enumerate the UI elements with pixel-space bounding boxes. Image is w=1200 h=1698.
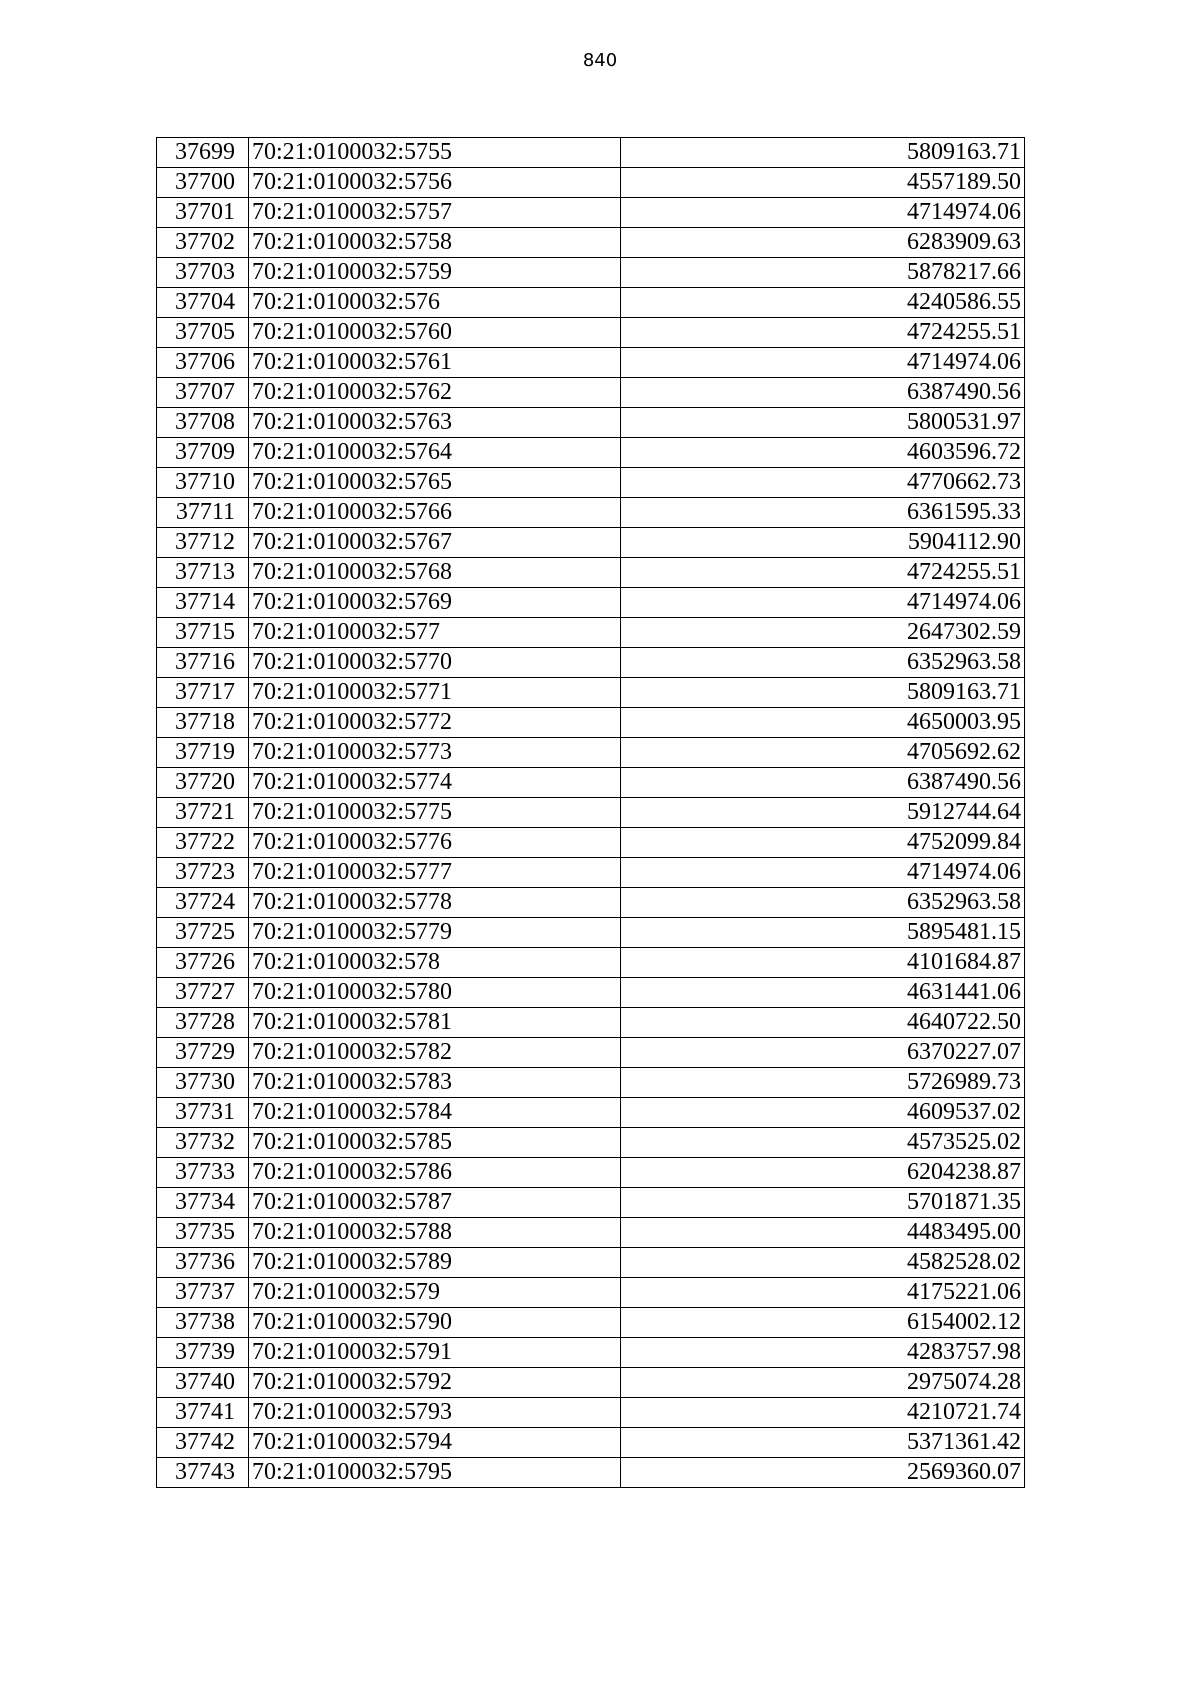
table-row (157, 858, 1025, 888)
table-row (157, 948, 1025, 978)
table-body (157, 138, 1025, 1488)
value-cell: 4101684.87 (621, 948, 1025, 978)
value-cell: 4770662.73 (621, 468, 1025, 498)
value-cell: 4283757.98 (621, 1338, 1025, 1368)
table-row (157, 1068, 1025, 1098)
cadastral-number-cell: 70:21:0100032:5762 (249, 378, 621, 408)
value-cell: 5878217.66 (621, 258, 1025, 288)
cadastral-number-cell: 70:21:0100032:578 (249, 948, 621, 978)
table-row (157, 318, 1025, 348)
value-cell: 6283909.63 (621, 228, 1025, 258)
cadastral-number-cell: 70:21:0100032:5773 (249, 738, 621, 768)
page-number: 840 (582, 50, 618, 71)
cadastral-number-cell: 70:21:0100032:576 (249, 288, 621, 318)
cadastral-number-cell: 70:21:0100032:5760 (249, 318, 621, 348)
table-row (157, 1308, 1025, 1338)
value-cell: 6387490.56 (621, 378, 1025, 408)
cadastral-number-cell: 70:21:0100032:5781 (249, 1008, 621, 1038)
value-cell: 5371361.42 (621, 1428, 1025, 1458)
row-number-cell: 37736 (157, 1248, 249, 1278)
cadastral-number-cell: 70:21:0100032:5788 (249, 1218, 621, 1248)
value-cell: 4714974.06 (621, 348, 1025, 378)
row-number-cell: 37738 (157, 1308, 249, 1338)
row-number-cell: 37741 (157, 1398, 249, 1428)
value-cell: 5904112.90 (621, 528, 1025, 558)
table-row (157, 198, 1025, 228)
cadastral-number-cell: 70:21:0100032:577 (249, 618, 621, 648)
table-row (157, 618, 1025, 648)
cadastral-number-cell: 70:21:0100032:5783 (249, 1068, 621, 1098)
table-row (157, 138, 1025, 168)
row-number-cell: 37743 (157, 1458, 249, 1488)
value-cell: 4714974.06 (621, 588, 1025, 618)
table-row (157, 1398, 1025, 1428)
row-number-cell: 37723 (157, 858, 249, 888)
table-row (157, 1218, 1025, 1248)
value-cell: 4573525.02 (621, 1128, 1025, 1158)
cadastral-number-cell: 70:21:0100032:5766 (249, 498, 621, 528)
row-number-cell: 37722 (157, 828, 249, 858)
value-cell: 5701871.35 (621, 1188, 1025, 1218)
value-cell: 4714974.06 (621, 858, 1025, 888)
value-cell: 5800531.97 (621, 408, 1025, 438)
table-row (157, 588, 1025, 618)
value-cell: 4752099.84 (621, 828, 1025, 858)
row-number-cell: 37720 (157, 768, 249, 798)
cadastral-number-cell: 70:21:0100032:5795 (249, 1458, 621, 1488)
cadastral-number-cell: 70:21:0100032:5784 (249, 1098, 621, 1128)
row-number-cell: 37703 (157, 258, 249, 288)
value-cell: 6370227.07 (621, 1038, 1025, 1068)
table-row (157, 648, 1025, 678)
row-number-cell: 37711 (157, 498, 249, 528)
value-cell: 4210721.74 (621, 1398, 1025, 1428)
row-number-cell: 37714 (157, 588, 249, 618)
cadastral-number-cell: 70:21:0100032:5775 (249, 798, 621, 828)
row-number-cell: 37699 (157, 138, 249, 168)
cadastral-number-cell: 70:21:0100032:5780 (249, 978, 621, 1008)
cadastral-number-cell: 70:21:0100032:579 (249, 1278, 621, 1308)
row-number-cell: 37733 (157, 1158, 249, 1188)
table-row (157, 1428, 1025, 1458)
cadastral-number-cell: 70:21:0100032:5758 (249, 228, 621, 258)
cadastral-number-cell: 70:21:0100032:5776 (249, 828, 621, 858)
row-number-cell: 37718 (157, 708, 249, 738)
row-number-cell: 37715 (157, 618, 249, 648)
cadastral-number-cell: 70:21:0100032:5769 (249, 588, 621, 618)
row-number-cell: 37732 (157, 1128, 249, 1158)
value-cell: 5895481.15 (621, 918, 1025, 948)
row-number-cell: 37730 (157, 1068, 249, 1098)
row-number-cell: 37710 (157, 468, 249, 498)
cadastral-number-cell: 70:21:0100032:5772 (249, 708, 621, 738)
value-cell: 6204238.87 (621, 1158, 1025, 1188)
row-number-cell: 37701 (157, 198, 249, 228)
row-number-cell: 37739 (157, 1338, 249, 1368)
value-cell: 6387490.56 (621, 768, 1025, 798)
value-cell: 4724255.51 (621, 318, 1025, 348)
row-number-cell: 37731 (157, 1098, 249, 1128)
value-cell: 5809163.71 (621, 138, 1025, 168)
table-row (157, 1278, 1025, 1308)
row-number-cell: 37702 (157, 228, 249, 258)
value-cell: 6154002.12 (621, 1308, 1025, 1338)
value-cell: 4650003.95 (621, 708, 1025, 738)
table-row (157, 228, 1025, 258)
row-number-cell: 37705 (157, 318, 249, 348)
row-number-cell: 37735 (157, 1218, 249, 1248)
value-cell: 5912744.64 (621, 798, 1025, 828)
cadastral-number-cell: 70:21:0100032:5770 (249, 648, 621, 678)
cadastral-number-cell: 70:21:0100032:5756 (249, 168, 621, 198)
table-row (157, 438, 1025, 468)
row-number-cell: 37729 (157, 1038, 249, 1068)
cadastral-number-cell: 70:21:0100032:5771 (249, 678, 621, 708)
row-number-cell: 37725 (157, 918, 249, 948)
table-row (157, 1458, 1025, 1488)
cadastral-number-cell: 70:21:0100032:5763 (249, 408, 621, 438)
row-number-cell: 37727 (157, 978, 249, 1008)
row-number-cell: 37713 (157, 558, 249, 588)
table-row (157, 1248, 1025, 1278)
cadastral-number-cell: 70:21:0100032:5789 (249, 1248, 621, 1278)
cadastral-number-cell: 70:21:0100032:5759 (249, 258, 621, 288)
cadastral-number-cell: 70:21:0100032:5767 (249, 528, 621, 558)
table-row (157, 168, 1025, 198)
value-cell: 4724255.51 (621, 558, 1025, 588)
row-number-cell: 37707 (157, 378, 249, 408)
cadastral-number-cell: 70:21:0100032:5768 (249, 558, 621, 588)
cadastral-number-cell: 70:21:0100032:5755 (249, 138, 621, 168)
value-cell: 4603596.72 (621, 438, 1025, 468)
table-row (157, 768, 1025, 798)
row-number-cell: 37706 (157, 348, 249, 378)
table-row (157, 1158, 1025, 1188)
cadastral-number-cell: 70:21:0100032:5786 (249, 1158, 621, 1188)
row-number-cell: 37719 (157, 738, 249, 768)
value-cell: 4640722.50 (621, 1008, 1025, 1038)
value-cell: 4483495.00 (621, 1218, 1025, 1248)
value-cell: 6361595.33 (621, 498, 1025, 528)
table-row (157, 798, 1025, 828)
row-number-cell: 37717 (157, 678, 249, 708)
row-number-cell: 37742 (157, 1428, 249, 1458)
table-row (157, 1128, 1025, 1158)
value-cell: 4582528.02 (621, 1248, 1025, 1278)
row-number-cell: 37728 (157, 1008, 249, 1038)
cadastral-number-cell: 70:21:0100032:5785 (249, 1128, 621, 1158)
table-row (157, 408, 1025, 438)
cadastral-number-cell: 70:21:0100032:5779 (249, 918, 621, 948)
table-row (157, 978, 1025, 1008)
table-row (157, 528, 1025, 558)
value-cell: 5809163.71 (621, 678, 1025, 708)
table-row (157, 1098, 1025, 1128)
value-cell: 6352963.58 (621, 888, 1025, 918)
table-row (157, 1038, 1025, 1068)
cadastral-number-cell: 70:21:0100032:5757 (249, 198, 621, 228)
table-row (157, 678, 1025, 708)
value-cell: 2975074.28 (621, 1368, 1025, 1398)
table-row (157, 468, 1025, 498)
table-row (157, 348, 1025, 378)
row-number-cell: 37700 (157, 168, 249, 198)
cadastral-number-cell: 70:21:0100032:5777 (249, 858, 621, 888)
row-number-cell: 37721 (157, 798, 249, 828)
value-cell: 6352963.58 (621, 648, 1025, 678)
cadastral-number-cell: 70:21:0100032:5782 (249, 1038, 621, 1068)
table-row (157, 1338, 1025, 1368)
table-row (157, 378, 1025, 408)
table-row (157, 1008, 1025, 1038)
value-cell: 4714974.06 (621, 198, 1025, 228)
value-cell: 5726989.73 (621, 1068, 1025, 1098)
table-row (157, 498, 1025, 528)
value-cell: 4240586.55 (621, 288, 1025, 318)
cadastral-number-cell: 70:21:0100032:5761 (249, 348, 621, 378)
row-number-cell: 37737 (157, 1278, 249, 1308)
table-row (157, 708, 1025, 738)
row-number-cell: 37709 (157, 438, 249, 468)
cadastral-number-cell: 70:21:0100032:5794 (249, 1428, 621, 1458)
cadastral-number-cell: 70:21:0100032:5778 (249, 888, 621, 918)
cadastral-number-cell: 70:21:0100032:5793 (249, 1398, 621, 1428)
value-cell: 2647302.59 (621, 618, 1025, 648)
cadastral-number-cell: 70:21:0100032:5792 (249, 1368, 621, 1398)
cadastral-number-cell: 70:21:0100032:5787 (249, 1188, 621, 1218)
value-cell: 4175221.06 (621, 1278, 1025, 1308)
table-row (157, 888, 1025, 918)
value-cell: 4557189.50 (621, 168, 1025, 198)
table-row (157, 258, 1025, 288)
table-row (157, 288, 1025, 318)
cadastral-number-cell: 70:21:0100032:5764 (249, 438, 621, 468)
table-row (157, 1188, 1025, 1218)
row-number-cell: 37708 (157, 408, 249, 438)
value-cell: 4705692.62 (621, 738, 1025, 768)
value-cell: 2569360.07 (621, 1458, 1025, 1488)
value-cell: 4609537.02 (621, 1098, 1025, 1128)
cadastre-table (156, 137, 1025, 1488)
value-cell: 4631441.06 (621, 978, 1025, 1008)
row-number-cell: 37740 (157, 1368, 249, 1398)
row-number-cell: 37726 (157, 948, 249, 978)
table-row (157, 1368, 1025, 1398)
table-row (157, 738, 1025, 768)
row-number-cell: 37716 (157, 648, 249, 678)
table-row (157, 918, 1025, 948)
cadastral-number-cell: 70:21:0100032:5790 (249, 1308, 621, 1338)
cadastral-number-cell: 70:21:0100032:5791 (249, 1338, 621, 1368)
cadastral-number-cell: 70:21:0100032:5774 (249, 768, 621, 798)
row-number-cell: 37712 (157, 528, 249, 558)
row-number-cell: 37724 (157, 888, 249, 918)
table-row (157, 558, 1025, 588)
table-row (157, 828, 1025, 858)
cadastral-number-cell: 70:21:0100032:5765 (249, 468, 621, 498)
row-number-cell: 37704 (157, 288, 249, 318)
row-number-cell: 37734 (157, 1188, 249, 1218)
